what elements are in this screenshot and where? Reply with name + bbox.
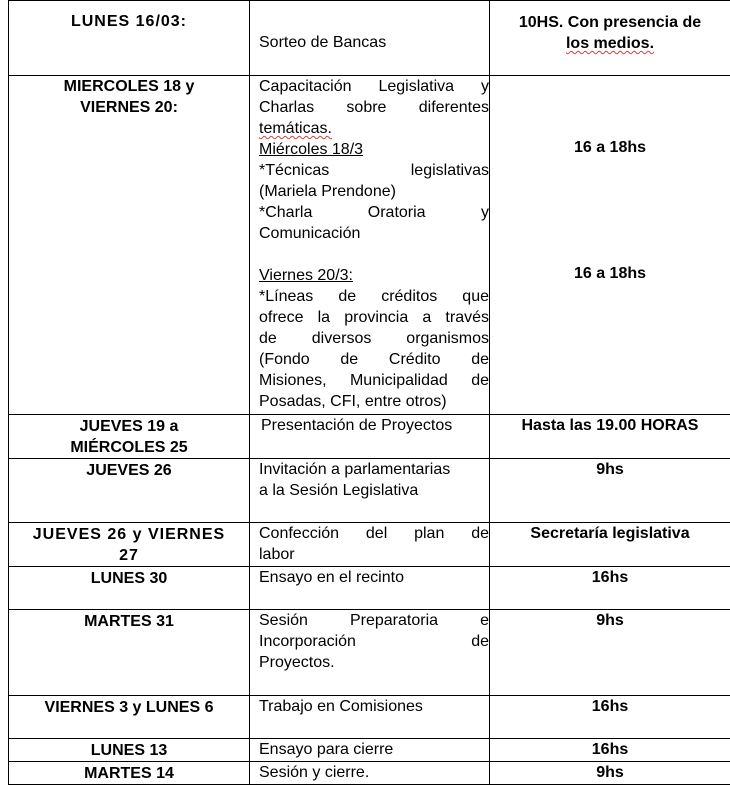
activity-line: Comunicación [259, 223, 489, 244]
activity-cell [250, 762, 490, 785]
activity-line: Confección del plan de [259, 523, 489, 544]
activity-line: Incorporación de [259, 631, 489, 652]
table-row [9, 610, 730, 696]
date-cell [9, 739, 250, 762]
time-cell [490, 415, 730, 459]
time-line: 16 a 18hs [490, 263, 730, 284]
activity-line [259, 118, 489, 139]
time-cell [490, 762, 730, 785]
activity-line [259, 139, 489, 160]
time-line: 16 a 18hs [490, 137, 730, 158]
date-line: JUEVES 26 y VIERNES [9, 524, 249, 545]
time-cell [490, 696, 730, 739]
date-line: MIERCOLES 18 y [9, 76, 249, 97]
time-line: 9hs [490, 762, 730, 783]
activity-cell [250, 523, 490, 567]
activity-line: Capacitación Legislativa y [259, 76, 489, 97]
date-cell [9, 415, 250, 459]
date-line: JUEVES 26 [9, 460, 249, 481]
activity-line: a la Sesión Legislativa [259, 480, 489, 501]
time-cell [490, 739, 730, 762]
day-heading: Miércoles 18/3 [259, 141, 363, 158]
date-cell [9, 76, 250, 415]
activity-cell [250, 1, 490, 76]
activity-line: Sesión Preparatoria e [259, 610, 489, 631]
date-line: VIERNES 20: [9, 97, 249, 118]
activity-line: Sesión y cierre. [259, 762, 489, 783]
table-row [9, 76, 730, 415]
date-cell [9, 523, 250, 567]
spell-marked-text: los medios. [566, 35, 654, 52]
table-row [9, 696, 730, 739]
date-line: MARTES 31 [9, 611, 249, 632]
time-cell [490, 459, 730, 523]
activity-cell [250, 76, 490, 415]
activity-line: Invitación a parlamentarias [259, 459, 489, 480]
activity-line: *Líneas de créditos que [259, 286, 489, 307]
activity-cell [250, 696, 490, 739]
activity-line: (Fondo de Crédito de [259, 349, 489, 370]
date-cell [9, 1, 250, 76]
activity-line: ofrece la provincia a través [259, 307, 489, 328]
time-cell [490, 1, 730, 76]
date-cell [9, 762, 250, 785]
spell-marked-text: temáticas. [259, 120, 332, 137]
time-line: 9hs [490, 459, 730, 480]
time-line: 16hs [490, 739, 730, 760]
time-cell [490, 610, 730, 696]
time-line: Secretaría legislativa [490, 523, 730, 544]
time-line: Hasta las 19.00 HORAS [490, 415, 730, 436]
date-cell [9, 696, 250, 739]
date-line: 27 [9, 545, 249, 566]
activity-line: Presentación de Proyectos [261, 415, 489, 436]
date-cell [9, 459, 250, 523]
activity-line: Charlas sobre diferentes [259, 97, 489, 118]
activity-line: Sorteo de Bancas [259, 32, 489, 53]
schedule-table [8, 0, 730, 785]
time-cell [490, 523, 730, 567]
day-heading: Viernes 20/3: [259, 267, 353, 284]
date-line: JUEVES 19 a [9, 416, 249, 437]
time-line: 9hs [490, 610, 730, 631]
activity-cell [250, 459, 490, 523]
table-row [9, 415, 730, 459]
date-cell [9, 610, 250, 696]
table-row [9, 567, 730, 610]
activity-line: Trabajo en Comisiones [259, 696, 489, 717]
table-row [9, 523, 730, 567]
spacer [259, 244, 489, 265]
date-line: MIÉRCOLES 25 [9, 437, 249, 458]
activity-line: Proyectos. [259, 652, 489, 673]
table-row [9, 739, 730, 762]
activity-line [259, 265, 489, 286]
activity-cell [250, 567, 490, 610]
date-line: LUNES 13 [9, 740, 249, 761]
activity-line: *Charla Oratoria y [259, 202, 489, 223]
time-line: 16hs [490, 567, 730, 588]
time-line [490, 33, 730, 54]
time-cell [490, 76, 730, 415]
date-line: MARTES 14 [9, 763, 249, 784]
activity-line: Ensayo en el recinto [259, 567, 489, 588]
activity-line: Posadas, CFI, entre otros) [259, 391, 489, 412]
activity-line: de diversos organismos [259, 328, 489, 349]
table-row [9, 459, 730, 523]
time-cell [490, 567, 730, 610]
date-cell [9, 567, 250, 610]
activity-cell [250, 610, 490, 696]
activity-line: Ensayo para cierre [259, 739, 489, 760]
activity-cell [250, 415, 490, 459]
activity-line: labor [259, 544, 489, 565]
time-line: 16hs [490, 696, 730, 717]
activity-cell [250, 739, 490, 762]
activity-line: *Técnicas legislativas [259, 160, 489, 181]
activity-line: Misiones, Municipalidad de [259, 370, 489, 391]
spacer [490, 158, 730, 263]
activity-line: (Mariela Prendone) [259, 181, 489, 202]
date-line: VIERNES 3 y LUNES 6 [9, 697, 249, 718]
date-line: LUNES 30 [9, 568, 249, 589]
table-row [9, 1, 730, 76]
time-line: 10HS. Con presencia de [490, 12, 730, 33]
date-line: LUNES 16/03: [9, 11, 249, 32]
table-row [9, 762, 730, 785]
